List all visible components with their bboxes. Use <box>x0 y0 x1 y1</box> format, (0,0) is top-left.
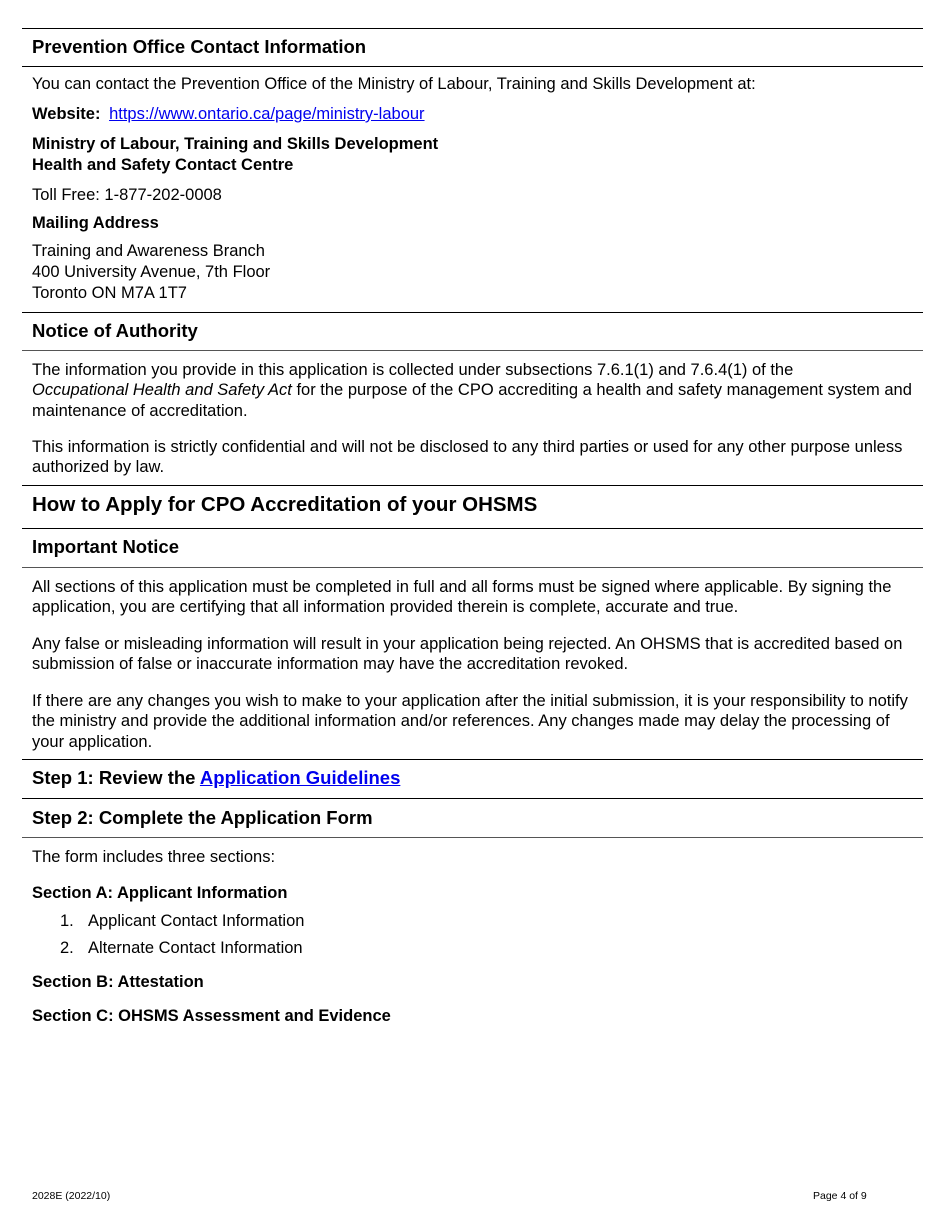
list-number: 1. <box>60 912 74 930</box>
section-rule <box>22 567 923 568</box>
website-link[interactable]: https://www.ontario.ca/page/ministry-labour <box>109 105 425 123</box>
section-rule <box>22 485 923 486</box>
notice-paragraph-3: If there are any changes you wish to make to your application after the initial submission, it is your responsibility to notify the ministry and provide the additional information and/or references. Any changes made may delay the processing of your application. <box>32 692 908 751</box>
section-rule <box>22 66 923 67</box>
contact-heading: Prevention Office Contact Information <box>32 36 367 57</box>
notice-paragraph-1: All sections of this application must be completed in full and all forms must be signed where applicable. By signing the application, you are certifying that all information provided therein is complete, accurate and true. <box>32 578 892 617</box>
toll-free: Toll Free: 1-877-202-0008 <box>32 186 222 204</box>
section-a-heading: Section A: Applicant Information <box>32 884 288 902</box>
section-rule <box>22 837 923 838</box>
website-label: Website: <box>32 105 101 123</box>
section-rule <box>22 312 923 313</box>
form-code: 2028E (2022/10) <box>32 1190 111 1202</box>
notice-heading: Important Notice <box>32 536 179 557</box>
section-c-heading: Section C: OHSMS Assessment and Evidence <box>32 1007 391 1025</box>
mailing-address-label: Mailing Address <box>32 214 159 232</box>
section-rule <box>22 528 923 529</box>
application-guidelines-link[interactable]: Application Guidelines <box>199 767 401 788</box>
section-rule <box>22 759 923 760</box>
org-centre: Health and Safety Contact Centre <box>32 156 294 174</box>
howto-heading: How to Apply for CPO Accreditation of your OHSMS <box>32 493 538 516</box>
authority-heading: Notice of Authority <box>32 320 198 341</box>
section-b-heading: Section B: Attestation <box>32 973 204 991</box>
org-name: Ministry of Labour, Training and Skills Development <box>32 135 439 153</box>
address-line-3: Toronto ON M7A 1T7 <box>32 284 187 302</box>
section-rule <box>22 350 923 351</box>
section-rule <box>22 798 923 799</box>
step2-heading: Step 2: Complete the Application Form <box>32 807 373 828</box>
step2-intro: The form includes three sections: <box>32 848 276 866</box>
list-item <box>60 911 304 931</box>
contact-intro: You can contact the Prevention Office of the Ministry of Labour, Training and Skills Development at: <box>32 75 756 93</box>
list-item <box>60 938 303 958</box>
address-line-1: Training and Awareness Branch <box>32 242 265 260</box>
list-label: Alternate Contact Information <box>88 939 303 957</box>
act-title: Occupational Health and Safety Act <box>32 381 292 400</box>
list-label: Applicant Contact Information <box>88 912 305 930</box>
authority-paragraph-1: The information you provide in this application is collected under subsections 7.6.1(1) and 7.6.4(1) of the Occupational Health and Safety Act for the purpose of the CPO accrediting a health and safety management system and maintenance of accreditation. <box>32 361 912 420</box>
list-number: 2. <box>60 939 74 957</box>
address-line-2: 400 University Avenue, 7th Floor <box>32 263 271 281</box>
page-number: Page 4 of 9 <box>813 1190 867 1202</box>
step1-heading: Step 1: Review the Application Guidelines <box>32 767 401 788</box>
notice-paragraph-2: Any false or misleading information will result in your application being rejected. An OHSMS that is accredited based on submission of false or inaccurate information may have the accreditation revoked. <box>32 635 903 674</box>
website-row <box>32 104 425 124</box>
authority-paragraph-2: This information is strictly confidential and will not be disclosed to any third parties or used for any other purpose unless authorized by law. <box>32 438 903 477</box>
section-rule <box>22 28 923 29</box>
